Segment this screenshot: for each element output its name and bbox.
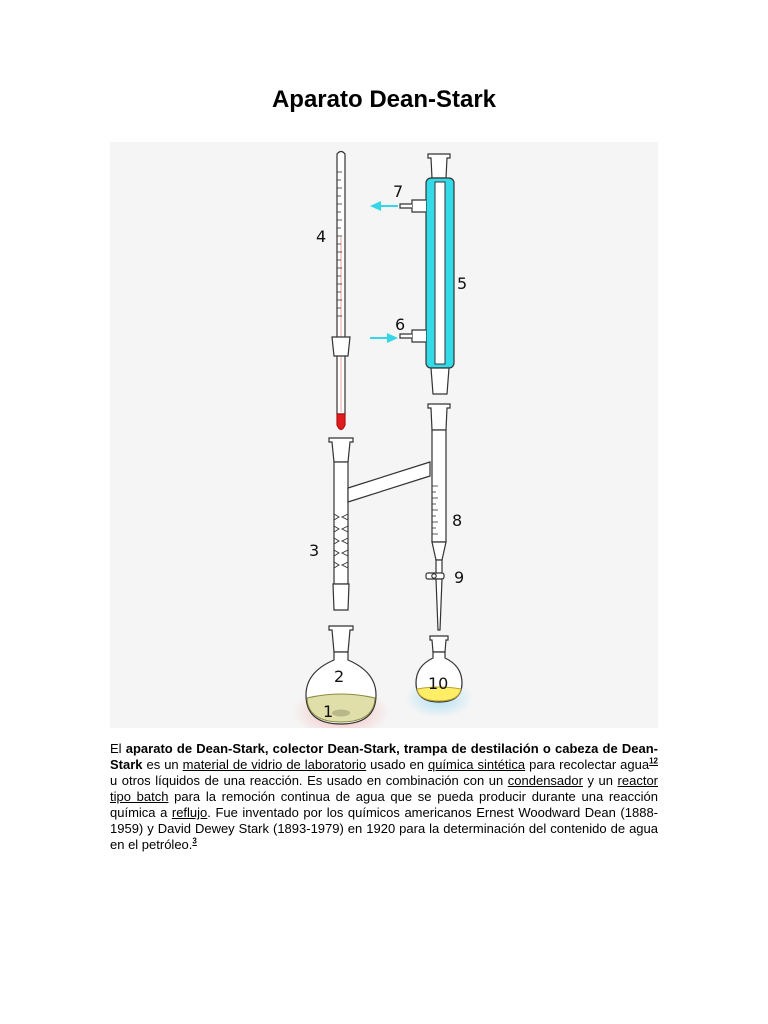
text-segment: y un xyxy=(582,773,618,788)
link-material-vidrio[interactable]: material de vidrio de laboratorio xyxy=(182,757,367,772)
dean-stark-diagram xyxy=(110,142,658,728)
label-7: 7 xyxy=(393,182,404,201)
text-segment: es un xyxy=(142,757,183,772)
label-8: 8 xyxy=(452,511,463,530)
condenser xyxy=(400,154,454,394)
label-1: 1 xyxy=(323,702,334,721)
label-10: 10 xyxy=(428,674,449,693)
link-reactor-batch[interactable]: reactor tipo batch xyxy=(110,773,659,804)
label-5: 5 xyxy=(457,274,468,293)
label-2: 2 xyxy=(334,667,345,686)
text-segment: . Fue inventado por los químicos americanos Ernest Woodward Dean (1888-1959) y David Dewey Stark (1893-1979) en 1920 para la determinación del contenido de agua en el petróleo. xyxy=(110,805,659,852)
link-condensador[interactable]: condensador xyxy=(507,773,583,788)
text-segment: El xyxy=(110,741,126,756)
dean-stark-trap xyxy=(329,404,450,630)
page-title: Aparato Dean-Stark xyxy=(271,86,497,113)
reference-3[interactable]: 3 xyxy=(192,836,197,846)
water-outlet-arrow xyxy=(370,201,398,211)
text-segment: para la remoción continua de agua que se pueda producir durante una reacción química a xyxy=(110,789,658,820)
bold-term: aparato de Dean-Stark, colector Dean-Stark, trampa de destilación o cabeza de Dean-Stark xyxy=(110,741,658,772)
description-paragraph xyxy=(110,741,658,853)
text-segment: para recolectar agua xyxy=(525,757,650,772)
label-9: 9 xyxy=(454,568,465,587)
link-quimica-sintetica[interactable]: química sintética xyxy=(427,757,526,772)
label-6: 6 xyxy=(395,315,406,334)
link-reflujo[interactable]: reflujo xyxy=(171,805,208,820)
label-3: 3 xyxy=(309,541,320,560)
water-inlet-arrow xyxy=(370,333,398,343)
text-segment: usado en xyxy=(366,757,428,772)
label-4: 4 xyxy=(316,227,327,246)
text-segment: u otros líquidos de una reacción. Es usado en combinación con un xyxy=(110,773,508,788)
thermometer xyxy=(332,152,350,430)
reference-12[interactable]: 12 xyxy=(649,756,658,766)
